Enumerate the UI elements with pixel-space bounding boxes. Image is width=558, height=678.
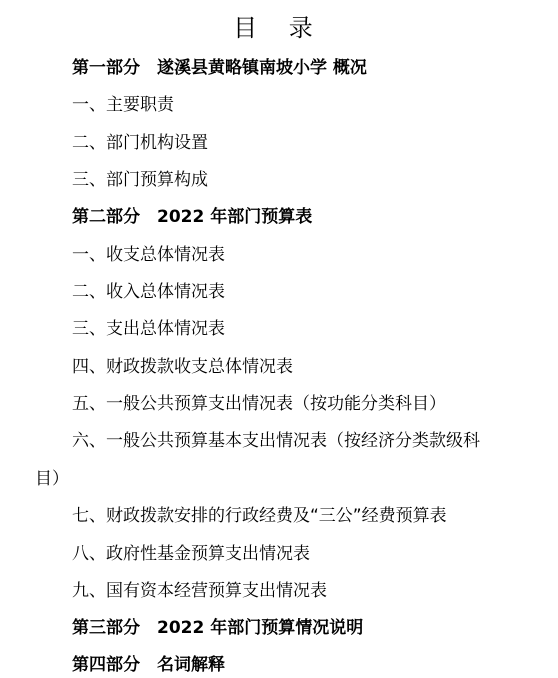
toc-part-2-item-7: 七、财政拨款安排的行政经费及“三公”经费预算表 — [72, 506, 447, 526]
toc-part-2-item-6-line-2: 目） — [35, 469, 69, 489]
toc-part-2-item-4: 四、财政拨款收支总体情况表 — [72, 357, 293, 377]
toc-part-4-heading: 第四部分 名词解释 — [72, 655, 225, 675]
toc-part-1-item-3: 三、部门预算构成 — [72, 170, 208, 190]
toc-part-2-item-3: 三、支出总体情况表 — [72, 319, 225, 339]
toc-part-2-item-9: 九、国有资本经营预算支出情况表 — [72, 581, 327, 601]
toc-part-1-item-2: 二、部门机构设置 — [72, 133, 208, 153]
toc-part-2-item-1: 一、收支总体情况表 — [72, 245, 225, 265]
toc-part-1-item-1: 一、主要职责 — [72, 95, 174, 115]
toc-part-2-heading: 第二部分 2022 年部门预算表 — [72, 207, 313, 227]
toc-part-2-item-8: 八、政府性基金预算支出情况表 — [72, 544, 310, 564]
toc-part-2-item-6-line-1: 六、一般公共预算基本支出情况表（按经济分类款级科 — [72, 431, 480, 451]
toc-part-2-item-2: 二、收入总体情况表 — [72, 282, 225, 302]
toc-part-3-heading: 第三部分 2022 年部门预算情况说明 — [72, 618, 364, 638]
toc-part-2-item-6 — [35, 429, 535, 491]
page-title: 目 录 — [233, 14, 325, 42]
toc-part-1-heading: 第一部分 遂溪县黄略镇南坡小学 概况 — [72, 58, 367, 78]
toc-part-2-item-5: 五、一般公共预算支出情况表（按功能分类科目） — [72, 394, 446, 414]
